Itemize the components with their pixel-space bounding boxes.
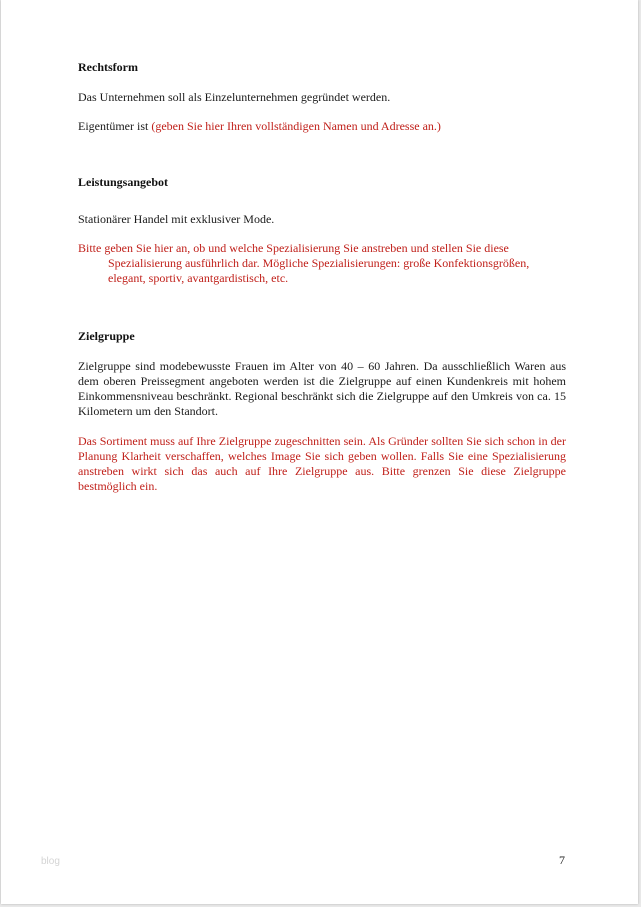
heading-rechtsform: Rechtsform [78,60,138,74]
leistungsangebot-paragraph: Stationärer Handel mit exklusiver Mode. [78,212,275,226]
page-number: 7 [559,853,565,867]
owner-paragraph [78,119,566,134]
heading-zielgruppe: Zielgruppe [78,329,135,343]
zielgruppe-paragraph: Zielgruppe sind modebewusste Frauen im Alter von 40 – 60 Jahren. Da ausschließlich Waren aus dem oberen Preissegment angeboten werden ist die Zielgruppe auf einen Kundenkreis mit hohem Einkommensniveau beschränkt. Regional beschränkt sich die Zielgruppe auf den Umkreis von ca. 15 Kilometern um den Standort. [78,359,566,418]
zielgruppe-instruction: Das Sortiment muss auf Ihre Zielgruppe zugeschnitten sein. Als Gründer sollten Sie sich schon in der Planung Klarheit verschaffen, welches Image Sie sich geben wollen. Falls Sie eine Spezialisierung anstreben wirkt sich das auch auf Ihre Zielgruppe aus. Bitte grenzen Sie diese Zielgruppe bestmöglich ein. [78,434,566,493]
document-page [1,0,638,904]
owner-prefix: Eigentümer ist [78,119,152,133]
leistungsangebot-instruction: Bitte geben Sie hier an, ob und welche Spezialisierung Sie anstreben und stellen Sie diese Spezialisierung ausführlich dar. Mögliche Spezialisierungen: große Konfektionsgrößen, elegant, sportiv, avantgardistisch, etc. [78,241,530,285]
heading-leistungsangebot: Leistungsangebot [78,175,169,189]
owner-placeholder: (geben Sie hier Ihren vollständigen Namen und Adresse an.) [151,119,441,133]
rechtsform-paragraph: Das Unternehmen soll als Einzelunternehmen gegründet werden. [78,90,391,104]
page-content [78,60,566,494]
footer-watermark: blog [41,856,60,867]
